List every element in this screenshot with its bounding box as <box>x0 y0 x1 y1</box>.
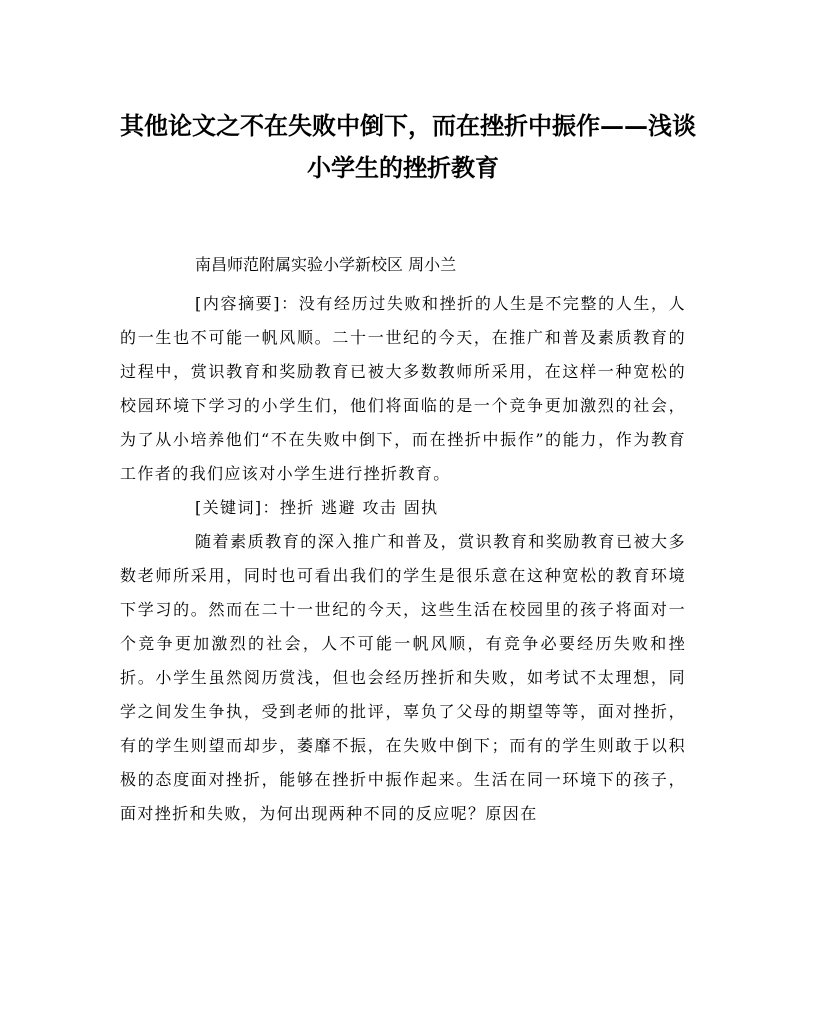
document-title <box>120 105 696 189</box>
abstract-paragraph: [内容摘要]：没有经历过失败和挫折的人生是不完整的人生，人的一生也不可能一帆风顺。二十一世纪的今天，在推广和普及素质教育的过程中，赏识教育和奖励教育已被大多数教师所采用，在这样一种宽松的校园环境下学习的小学生们，他们将面临的是一个竞争更加激烈的社会，为了从小培养他们“不在失败中倒下，而在挫折中振作”的能力，作为教育工作者的我们应该对小学生进行挫折教育。 <box>120 294 686 483</box>
body-paragraph: 随着素质教育的深入推广和普及，赏识教育和奖励教育已被大多数老师所采用，同时也可看出我们的学生是很乐意在这种宽松的教育环境下学习的。然而在二十一世纪的今天，这些生活在校园里的孩子将面对一个竞争更加激烈的社会，人不可能一帆风顺，有竞争必要经历失败和挫折。小学生虽然阅历赏浅，但也会经历挫折和失败，如考试不太理想，同学之间发生争执，受到老师的批评，辜负了父母的期望等等，面对挫折，有的学生则望而却步，萎靡不振，在失败中倒下；而有的学生则敢于以积极的态度面对挫折，能够在挫折中振作起来。生活在同一环境下的孩子，面对挫折和失败，为何出现两种不同的反应呢？原因在 <box>120 532 686 823</box>
author-line: 南昌师范附属实验小学新校区 周小兰 <box>195 255 457 274</box>
title-line-1: 其他论文之不在失败中倒下，而在挫折中振作——浅谈 <box>120 111 696 140</box>
title-line-2: 小学生的挫折教育 <box>307 153 499 182</box>
keywords-paragraph: [关键词]：挫折 逃避 攻击 固执 <box>195 498 439 517</box>
